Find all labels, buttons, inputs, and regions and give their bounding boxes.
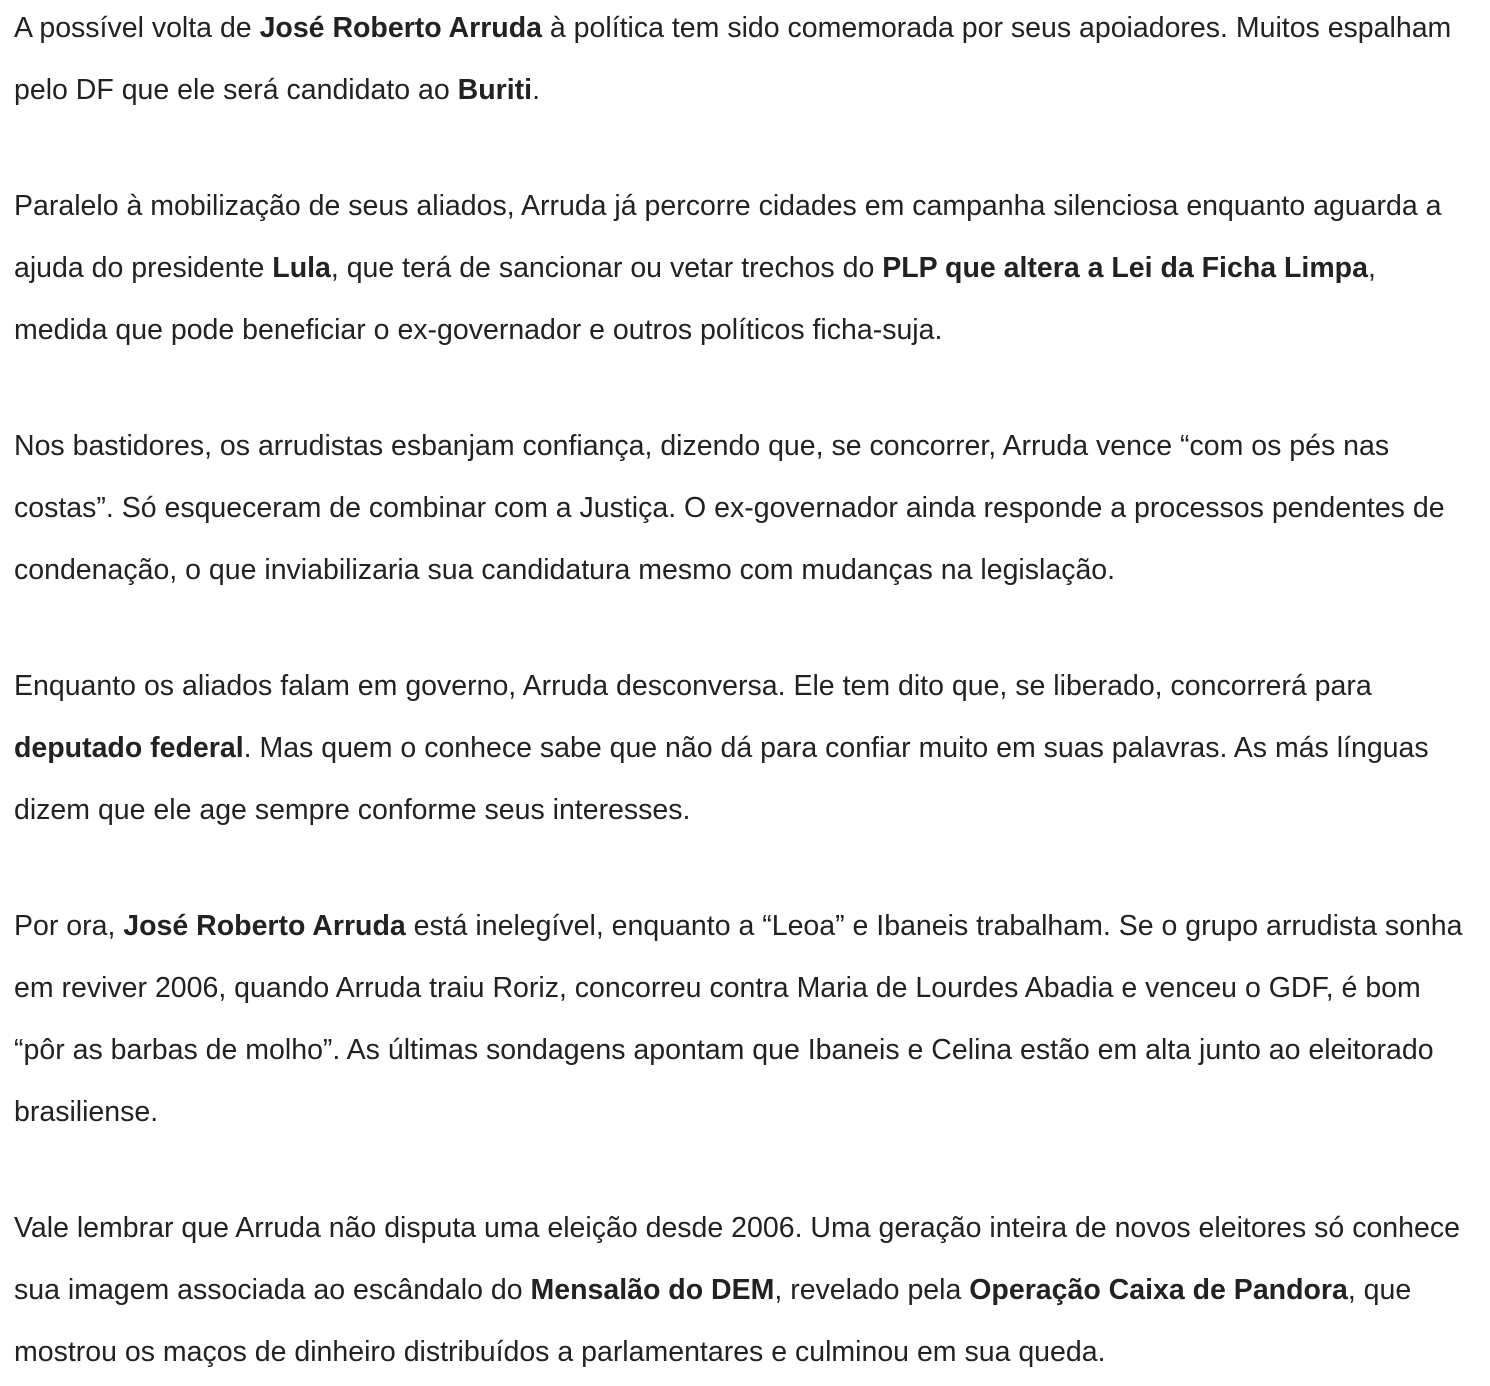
paragraph-5 xyxy=(14,895,1464,1143)
bold-buriti: Buriti xyxy=(457,74,533,106)
bold-operacao-caixa-pandora: Operação Caixa de Pandora xyxy=(969,1274,1348,1306)
paragraph-text: . xyxy=(532,74,540,106)
bold-deputado-federal: deputado federal xyxy=(14,732,244,764)
bold-mensalao-dem: Mensalão do DEM xyxy=(530,1274,775,1306)
paragraph-text: . Mas quem o conhece sabe que não dá para confiar muito em suas palavras. As más línguas dizem que ele age sempre conforme seus interesses. xyxy=(14,732,1429,826)
paragraph-text: , revelado pela xyxy=(774,1274,970,1306)
bold-lula: Lula xyxy=(272,252,331,284)
paragraph-text: Paralelo à mobilização de seus aliados, Arruda já percorre cidades em campanha silenciosa enquanto aguarda a ajuda do presidente xyxy=(14,190,1442,284)
paragraph-text: está inelegível, enquanto a “Leoa” e Ibaneis trabalham. Se o grupo arrudista sonha em reviver 2006, quando Arruda traiu Roriz, concorreu contra Maria de Lourdes Abadia e venceu o GDF, é bom “pôr as barbas de molho”. As últimas sondagens apontam que Ibaneis e Celina estão em alta junto ao eleitorado brasiliense. xyxy=(14,910,1463,1128)
paragraph-4 xyxy=(14,655,1464,841)
paragraph-text: Nos bastidores, os arrudistas esbanjam confiança, dizendo que, se concorrer, Arruda vence “com os pés nas costas”. Só esqueceram de combinar com a Justiça. O ex-governador ainda responde a processos pendentes de condenação, o que inviabilizaria sua candidatura mesmo com mudanças na legislação. xyxy=(14,430,1445,586)
bold-name-arruda: José Roberto Arruda xyxy=(123,910,406,942)
paragraph-text: A possível volta de xyxy=(14,12,260,44)
paragraph-text: , medida que pode beneficiar o ex-governador e outros políticos ficha-suja. xyxy=(14,252,1376,346)
paragraph-text: Vale lembrar que Arruda não disputa uma eleição desde 2006. Uma geração inteira de novos eleitores só conhece sua imagem associada ao escândalo do xyxy=(14,1212,1460,1306)
paragraph-3 xyxy=(14,415,1464,601)
bold-name-arruda: José Roberto Arruda xyxy=(259,12,542,44)
paragraph-2 xyxy=(14,175,1464,361)
paragraph-text: Enquanto os aliados falam em governo, Arruda desconversa. Ele tem dito que, se liberado, concorrerá para xyxy=(14,670,1372,702)
paragraph-text: Por ora, xyxy=(14,910,124,942)
paragraph-1 xyxy=(14,0,1464,121)
bold-plp-ficha-limpa: PLP que altera a Lei da Ficha Limpa xyxy=(882,252,1368,284)
paragraph-6 xyxy=(14,1197,1464,1383)
paragraph-text: à política tem sido comemorada por seus apoiadores. Muitos espalham pelo DF que ele será candidato ao xyxy=(14,12,1452,106)
paragraph-text: , que mostrou os maços de dinheiro distribuídos a parlamentares e culminou em sua queda. xyxy=(14,1274,1412,1368)
paragraph-text: , que terá de sancionar ou vetar trechos do xyxy=(330,252,883,284)
